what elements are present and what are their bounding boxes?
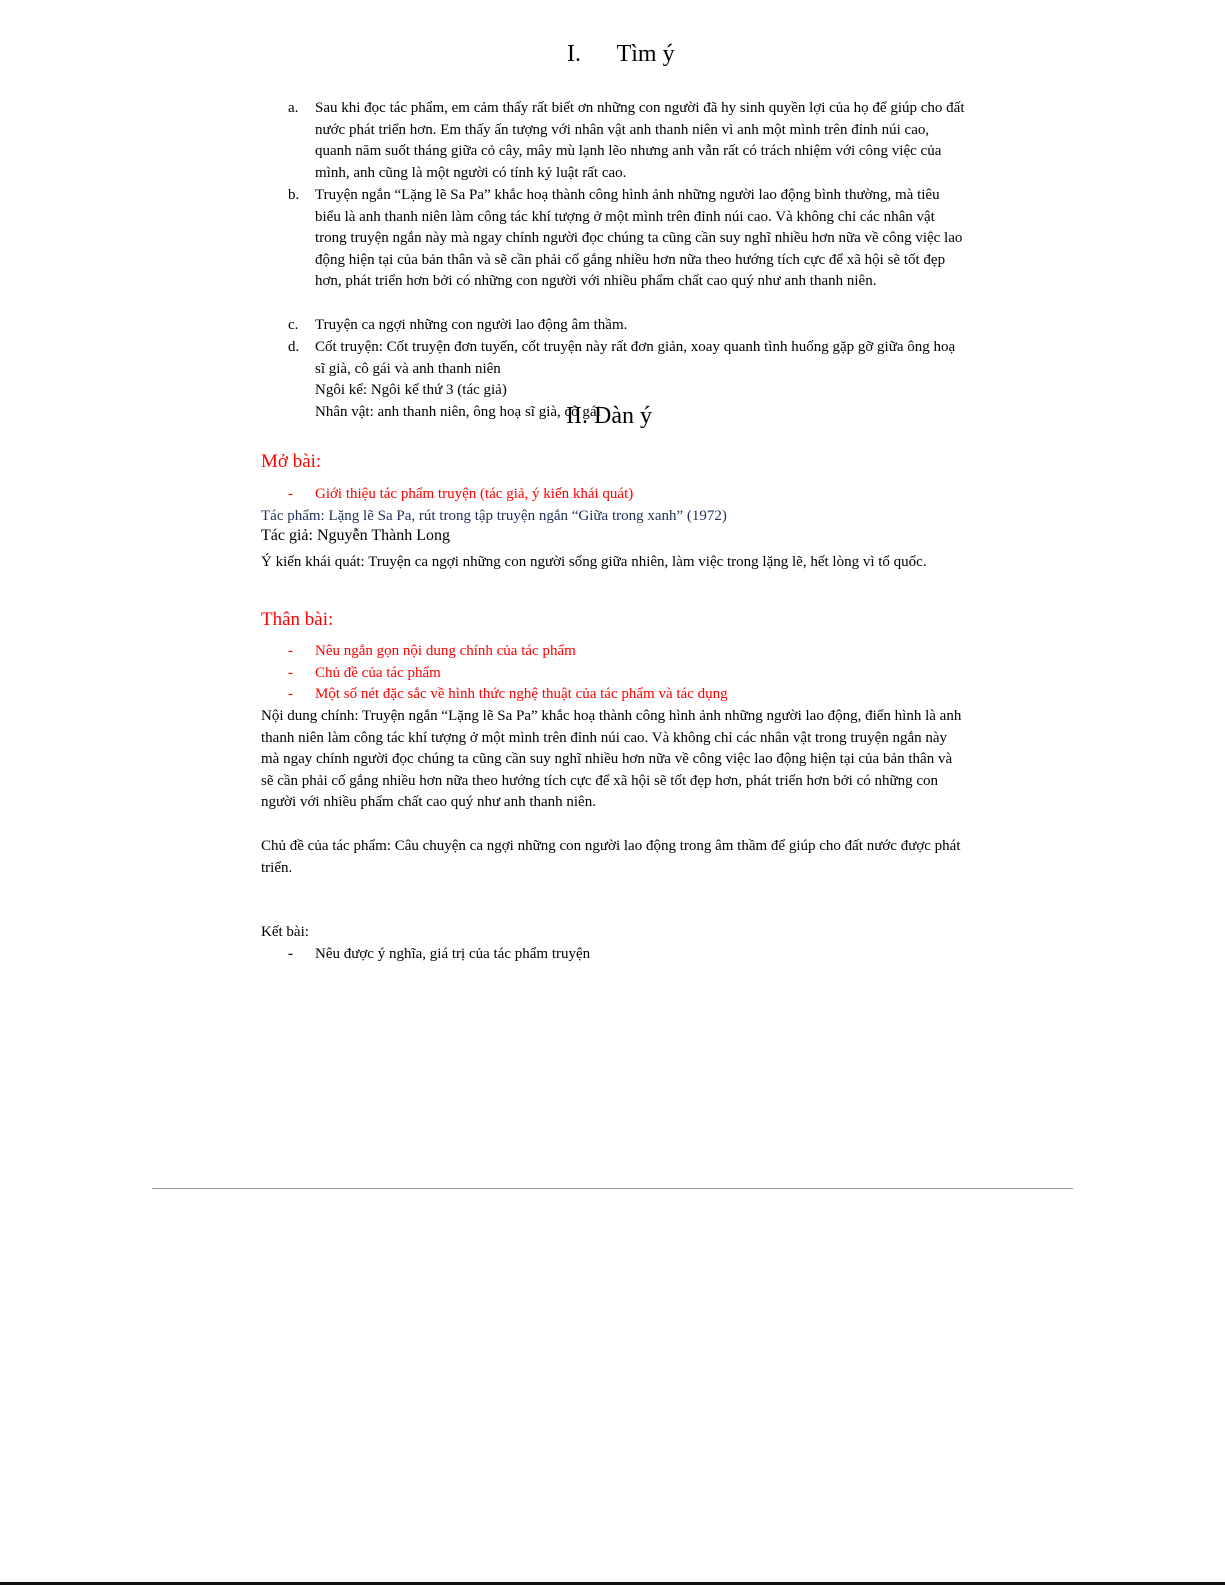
section-title-text: Tìm ý [616, 41, 675, 67]
bullet-text: Nêu được ý nghĩa, giá trị của tác phẩm truyện [315, 946, 591, 962]
list-item-a [288, 98, 968, 184]
list-item-b [288, 185, 968, 293]
list-marker: a. [288, 100, 299, 116]
bullet-marker: - [288, 643, 293, 659]
bullet-marker: - [288, 486, 293, 502]
list-item-text: Cốt truyện: Cốt truyện đơn tuyến, cốt truyện này rất đơn giản, xoay quanh tình huống gặp gỡ giữa ông hoạ sĩ già, cô gái và anh thanh niên [315, 339, 956, 377]
bullet-mo-bai [288, 484, 633, 506]
bullet-marker: - [288, 665, 293, 681]
noi-dung-chinh: Nội dung chính: Truyện ngắn “Lặng lẽ Sa Pa” khắc hoạ thành công hình ảnh những người lao động, điển hình là anh thanh niên làm công tác khí tượng ở một mình trên đỉnh núi cao. Và không chỉ các nhân vật trong truyện ngắn này mà ngay chính người đọc chúng ta cũng cần suy nghĩ nhiều hơn nữa về công việc lao động hiện tại của bản thân và sẽ cần phải cố gắng nhiều hơn nữa theo hướng tích cực để xã hội sẽ tốt đẹp hơn, phát triển hơn bởi có những con người với nhiều phẩm chất cao quý như anh thanh niên. [261, 708, 962, 810]
list-item-text: Truyện ngắn “Lặng lẽ Sa Pa” khắc hoạ thành công hình ảnh những người lao động bình thường, mà tiêu biểu là anh thanh niên làm công tác khí tượng ở một mình trên đỉnh núi cao. Và không chỉ các nhân vật trong truyện ngắn này mà ngay chính người đọc chúng ta cũng cần suy nghĩ nhiều hơn nữa về công việc lao động hiện tại của bản thân và sẽ cần phải cố gắng nhiều hơn nữa theo hướng tích cực để xã hội sẽ tốt đẹp hơn, phát triển hơn bởi có những con người với nhiều phẩm chất cao quý như anh thanh niên. [315, 187, 963, 289]
list-item-text: Sau khi đọc tác phẩm, em cảm thấy rất biết ơn những con người đã hy sinh quyền lợi của họ để giúp cho đất nước phát triển hơn. Em thấy ấn tượng với nhân vật anh thanh niên vì anh một mình trên đỉnh núi cao, quanh năm suốt tháng giữa cỏ cây, mây mù lạnh lẽo nhưng anh vẫn rất có trách nhiệm với công việc của mình, anh cũng là một người có tính kỷ luật rất cao. [315, 100, 965, 181]
heading-ket-bai: Kết bài: [261, 924, 309, 940]
bullet-marker: - [288, 686, 293, 702]
bullet-text: Một số nét đặc sắc về hình thức nghệ thuật của tác phẩm và tác dụng [315, 686, 728, 702]
bullet-text: Giới thiệu tác phẩm truyện (tác giả, ý kiến khái quát) [315, 486, 634, 502]
list-item-c [288, 315, 968, 337]
list-item-text: Truyện ca ngợi những con người lao động âm thầm. [315, 317, 628, 333]
bullet-than-bai-3 [288, 684, 728, 706]
list-marker: c. [288, 317, 299, 333]
section-title-dan-y: II. Dàn ý [566, 403, 652, 429]
bullet-than-bai-1 [288, 641, 576, 663]
list-marker: d. [288, 339, 300, 355]
bullet-marker: - [288, 946, 293, 962]
page-divider [152, 1188, 1073, 1189]
bullet-text: Chủ đề của tác phẩm [315, 665, 441, 681]
bullet-text: Nêu ngắn gọn nội dung chính của tác phẩm [315, 643, 576, 659]
tac-gia-line: Tác giả: Nguyễn Thành Long [261, 527, 450, 544]
tac-pham-line: Tác phẩm: Lặng lẽ Sa Pa, rút trong tập truyện ngắn “Giữa trong xanh” (1972) [261, 508, 727, 524]
list-marker: b. [288, 187, 300, 203]
section-title-tim-y [567, 40, 675, 68]
heading-mo-bai: Mở bài: [261, 451, 322, 472]
heading-than-bai: Thân bài: [261, 609, 334, 630]
section-number: I. [567, 41, 581, 67]
y-kien-khai-quat: Ý kiến khái quát: Truyện ca ngợi những con người sống giữa nhiên, làm việc trong lặng lẽ, hết lòng vì tổ quốc. [261, 554, 927, 570]
bullet-ket-bai [288, 944, 590, 966]
list-item-text-line3: Nhân vật: anh thanh niên, ông hoạ sĩ già, cô gái [315, 403, 601, 420]
bullet-than-bai-2 [288, 663, 441, 685]
list-item-text-line2: Ngôi kể: Ngôi kể thứ 3 (tác giả) [315, 382, 507, 398]
chu-de: Chủ đề của tác phẩm: Câu chuyện ca ngợi những con người lao động trong âm thầm để giúp cho đất nước được phát triển. [261, 838, 961, 876]
